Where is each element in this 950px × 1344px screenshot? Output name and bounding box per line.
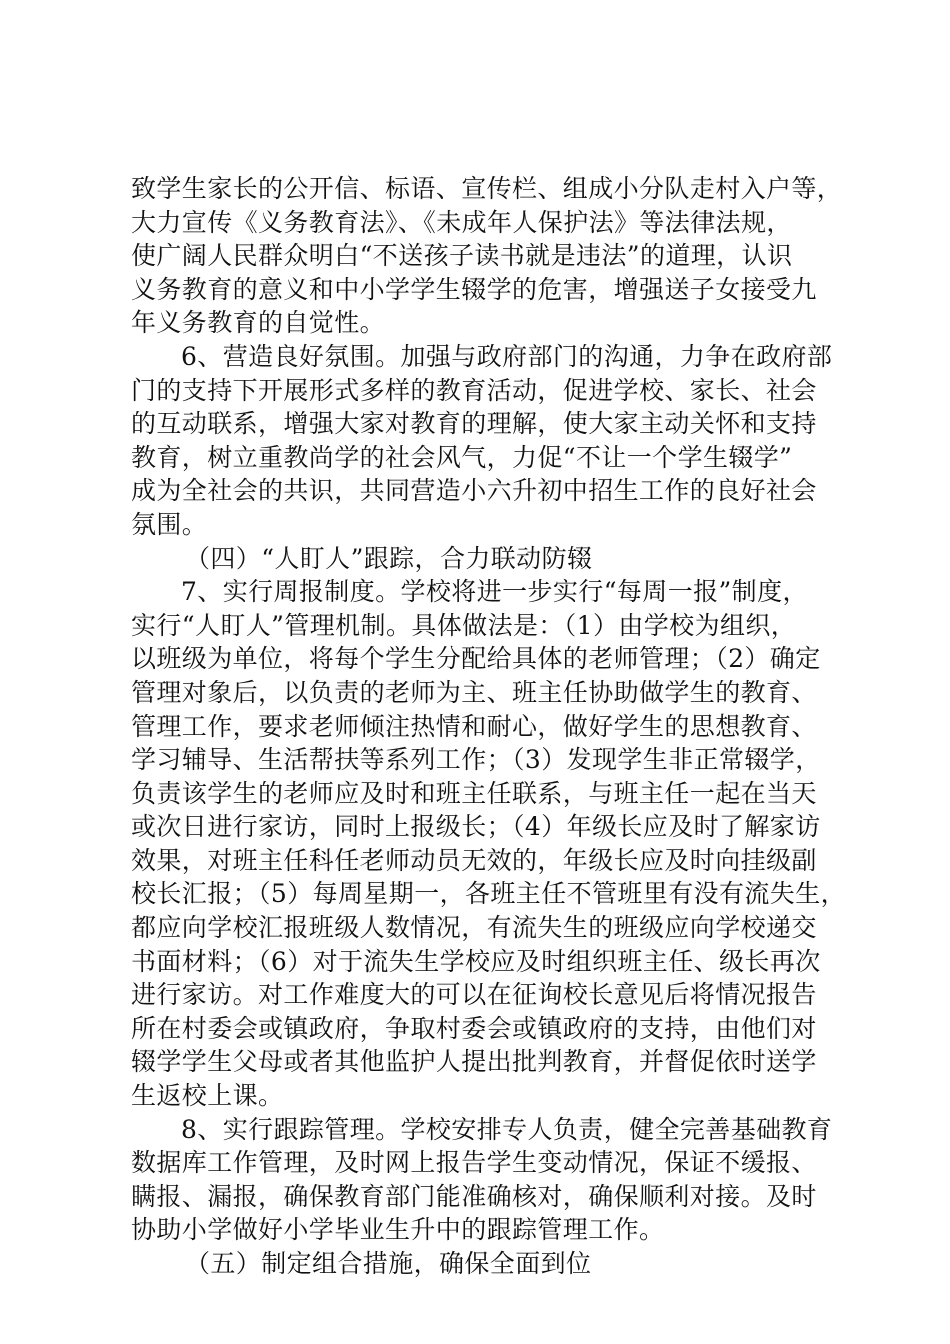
text-line: 实行“人盯人”管理机制。具体做法是：（1）由学校为组织， [131, 610, 797, 640]
text-line: 教育，树立重教尚学的社会风气，力促“不让一个学生辍学” [131, 442, 793, 472]
section-heading: （五）制定组合措施，确保全面到位 [185, 1249, 592, 1278]
text-line: 数据库工作管理，及时网上报告学生变动情况，保证不缓报、 [131, 1148, 817, 1178]
text-line: 生返校上课。 [131, 1081, 284, 1111]
text-line: 效果，对班主任科任老师动员无效的，年级长应及时向挂级副 [131, 845, 817, 875]
section-heading: （四）“人盯人”跟踪，合力联动防辍 [185, 543, 593, 573]
text-line: 致学生家长的公开信、标语、宣传栏、组成小分队走村入户等， [131, 174, 843, 203]
text-line: 都应向学校汇报班级人数情况，有流失生的班级应向学校递交 [131, 913, 817, 943]
text-line: 管理对象后，以负责的老师为主、班主任协助做学生的教育、 [131, 677, 817, 707]
document-body [131, 172, 847, 1281]
text-line: 义务教育的意义和中小学学生辍学的危害，增强送子女接受九 [131, 274, 817, 304]
text-line: 使广阔人民群众明白“不送孩子读书就是违法”的道理，认识 [131, 241, 793, 271]
text-line: 以班级为单位，将每个学生分配给具体的老师管理；（2）确定 [131, 644, 821, 674]
text-line: 协助小学做好小学毕业生升中的跟踪管理工作。 [131, 1215, 665, 1245]
text-line: 校长汇报；（5）每周星期一，各班主任不管班里有没有流失生， [131, 879, 847, 909]
text-line: 6、营造良好氛围。加强与政府部门的沟通，力争在政府部 [181, 341, 833, 371]
text-line: 氛围。 [131, 509, 208, 539]
text-line: 8、实行跟踪管理。学校安排专人负责，健全完善基础教育 [181, 1114, 833, 1144]
text-line: 瞒报、漏报，确保教育部门能准确核对，确保顺利对接。及时 [131, 1181, 817, 1211]
text-line: 辍学学生父母或者其他监护人提出批判教育，并督促依时送学 [131, 1047, 817, 1077]
text-line: 或次日进行家访，同时上报级长；（4）年级长应及时了解家访 [131, 812, 821, 842]
text-line: 大力宣传《义务教育法》、《未成年人保护法》等法律法规， [131, 207, 792, 237]
text-line: 管理工作，要求老师倾注热情和耐心，做好学生的思想教育、 [131, 711, 817, 741]
text-line: 所在村委会或镇政府，争取村委会或镇政府的支持，由他们对 [131, 1013, 817, 1043]
text-line: 年义务教育的自觉性。 [131, 308, 386, 338]
text-line: 负责该学生的老师应及时和班主任联系，与班主任一起在当天 [131, 778, 817, 808]
text-line: 进行家访。对工作难度大的可以在征询校长意见后将情况报告 [131, 980, 817, 1010]
text-line: 书面材料；（6）对于流失生学校应及时组织班主任、级长再次 [131, 946, 821, 976]
text-line: 学习辅导、生活帮扶等系列工作；（3）发现学生非正常辍学， [131, 745, 821, 775]
text-line: 门的支持下开展形式多样的教育活动，促进学校、家长、社会 [131, 375, 817, 405]
text-line: 的互动联系，增强大家对教育的理解，使大家主动关怀和支持 [131, 409, 817, 439]
text-line: 7、实行周报制度。学校将进一步实行“每周一报”制度， [181, 577, 808, 607]
text-line: 成为全社会的共识，共同营造小六升初中招生工作的良好社会 [131, 476, 817, 506]
